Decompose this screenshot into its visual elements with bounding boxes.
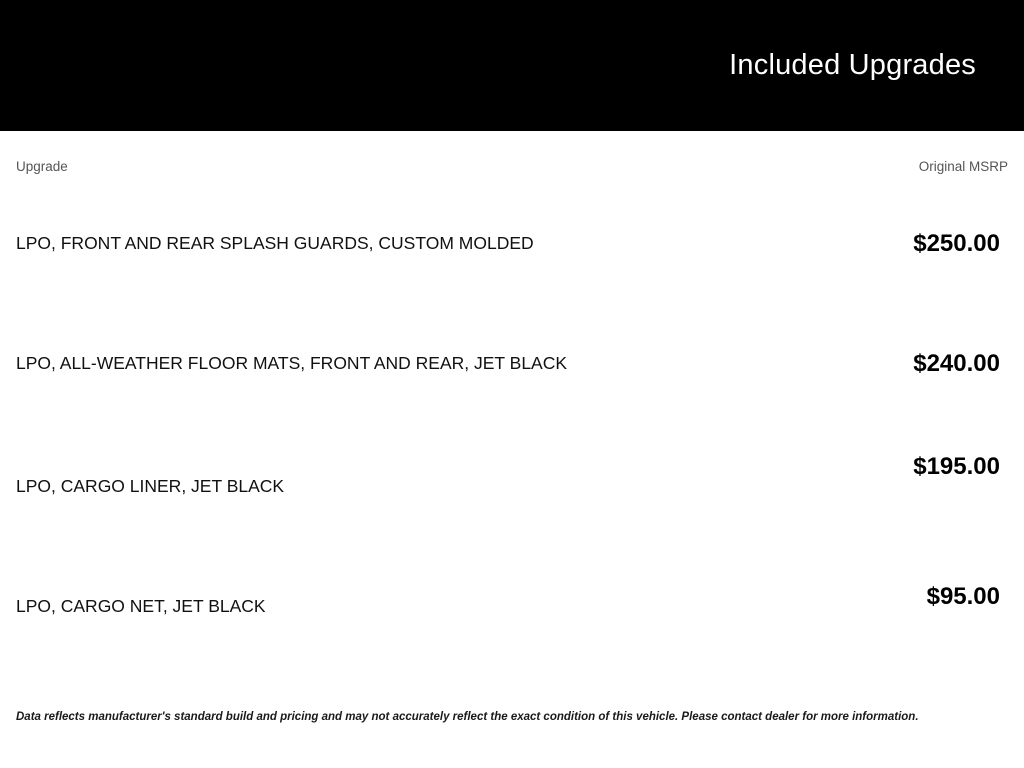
upgrade-name: LPO, FRONT AND REAR SPLASH GUARDS, CUSTOM MOLDED [16,233,534,254]
table-row [16,424,1008,544]
column-header-upgrade: Upgrade [16,159,68,174]
table-row [16,184,1008,304]
upgrade-price: $240.00 [913,350,1000,377]
column-header-original-msrp: Original MSRP [918,159,1008,174]
upgrade-price: $195.00 [913,453,1000,480]
page-header [0,0,1024,131]
upgrade-name: LPO, CARGO LINER, JET BLACK [16,476,285,497]
table-body [16,184,1008,664]
upgrade-price: $95.00 [926,583,1000,610]
table-header-row [16,131,1008,184]
upgrade-price: $250.00 [913,230,1000,257]
upgrade-name: LPO, ALL-WEATHER FLOOR MATS, FRONT AND REAR, JET BLACK [16,353,568,374]
upgrades-table [16,131,1008,664]
upgrade-name: LPO, CARGO NET, JET BLACK [16,596,266,617]
disclaimer-text: Data reflects manufacturer's standard build and pricing and may not accurately reflect the exact condition of this vehicle. Please contact dealer for more information. [16,711,919,723]
page-title: Included Upgrades [729,48,976,81]
upgrades-content [0,131,1024,664]
table-row [16,544,1008,664]
table-header [16,131,1008,184]
table-row [16,304,1008,424]
